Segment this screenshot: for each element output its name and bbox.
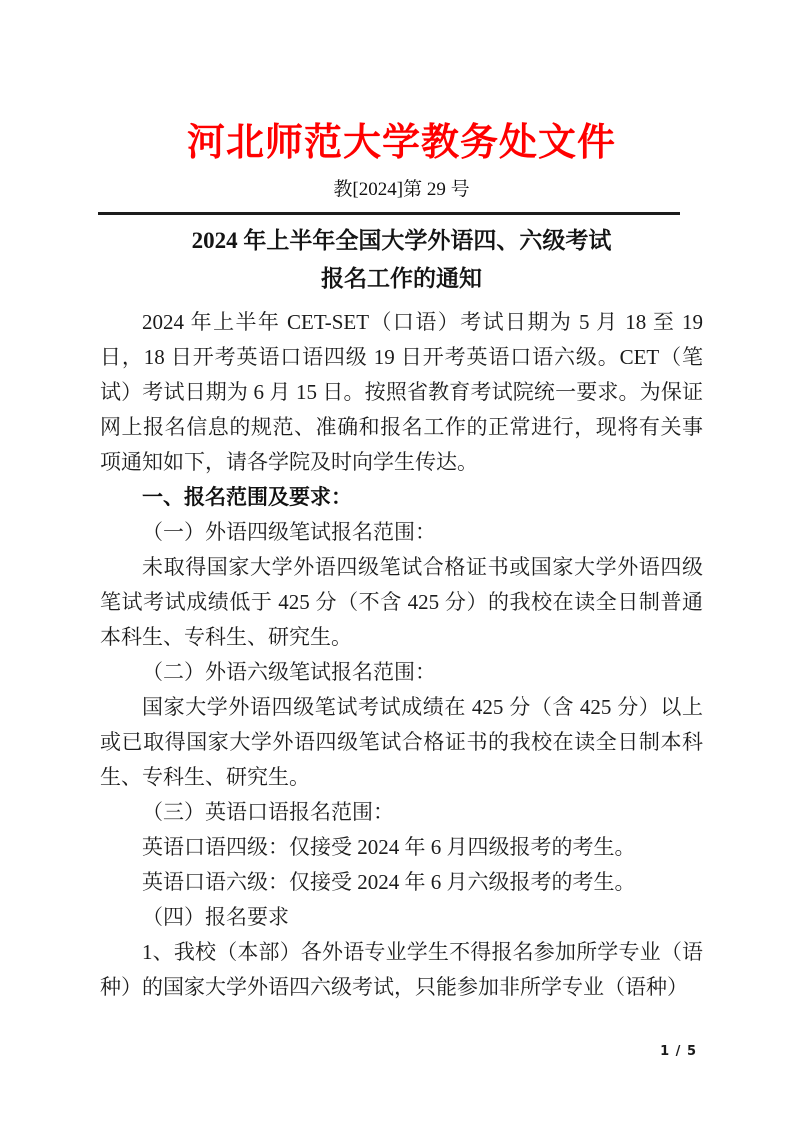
- paragraph-intro: 2024 年上半年 CET-SET（口语）考试日期为 5 月 18 至 19 日，18 日开考英语口语四级 19 日开考英语口语六级。CET（笔试）考试日期为 6 月 15 日。按照省教育考试院统一要求。为保证网上报名信息的规范、准确和报名工作的正常进行，现将有关事项通知如下，请各学院及时向学生传达。: [100, 310, 703, 474]
- subsection-4-item-1: 1、我校（本部）各外语专业学生不得报名参加所学专业（语种）的国家大学外语四六级考试，只能参加非所学专业（语种）: [100, 940, 703, 999]
- subsection-2-body: 国家大学外语四级笔试考试成绩在 425 分（含 425 分）以上或已取得国家大学外语四级笔试合格证书的我校在读全日制本科生、专科生、研究生。: [100, 695, 703, 789]
- letterhead-divider-rule: [98, 212, 680, 215]
- subsection-2-label: （二）外语六级笔试报名范围：: [142, 660, 436, 684]
- notice-title-line-2: 报名工作的通知: [321, 266, 482, 291]
- subsection-1-body: 未取得国家大学外语四级笔试合格证书或国家大学外语四级笔试考试成绩低于 425 分（不含 425 分）的我校在读全日制普通本科生、专科生、研究生。: [100, 555, 703, 649]
- page-number: 1 / 5: [660, 1044, 697, 1059]
- notice-title: [100, 222, 703, 298]
- notice-body: [100, 305, 703, 1005]
- subsection-1-label: （一）外语四级笔试报名范围：: [142, 520, 436, 544]
- subsection-3-item-cet4: 英语口语四级：仅接受 2024 年 6 月四级报考的考生。: [142, 835, 636, 859]
- subsection-4-label: （四）报名要求: [142, 905, 289, 929]
- notice-title-line-1: 2024 年上半年全国大学外语四、六级考试: [191, 228, 612, 253]
- section-heading-1: 一、报名范围及要求：: [142, 486, 352, 509]
- doc-number: 教[2024]第 29 号: [333, 179, 470, 200]
- letterhead-title: 河北师范大学教务处文件: [186, 122, 616, 164]
- subsection-3-item-cet6: 英语口语六级：仅接受 2024 年 6 月六级报考的考生。: [142, 870, 636, 894]
- subsection-3-label: （三）英语口语报名范围：: [142, 800, 394, 824]
